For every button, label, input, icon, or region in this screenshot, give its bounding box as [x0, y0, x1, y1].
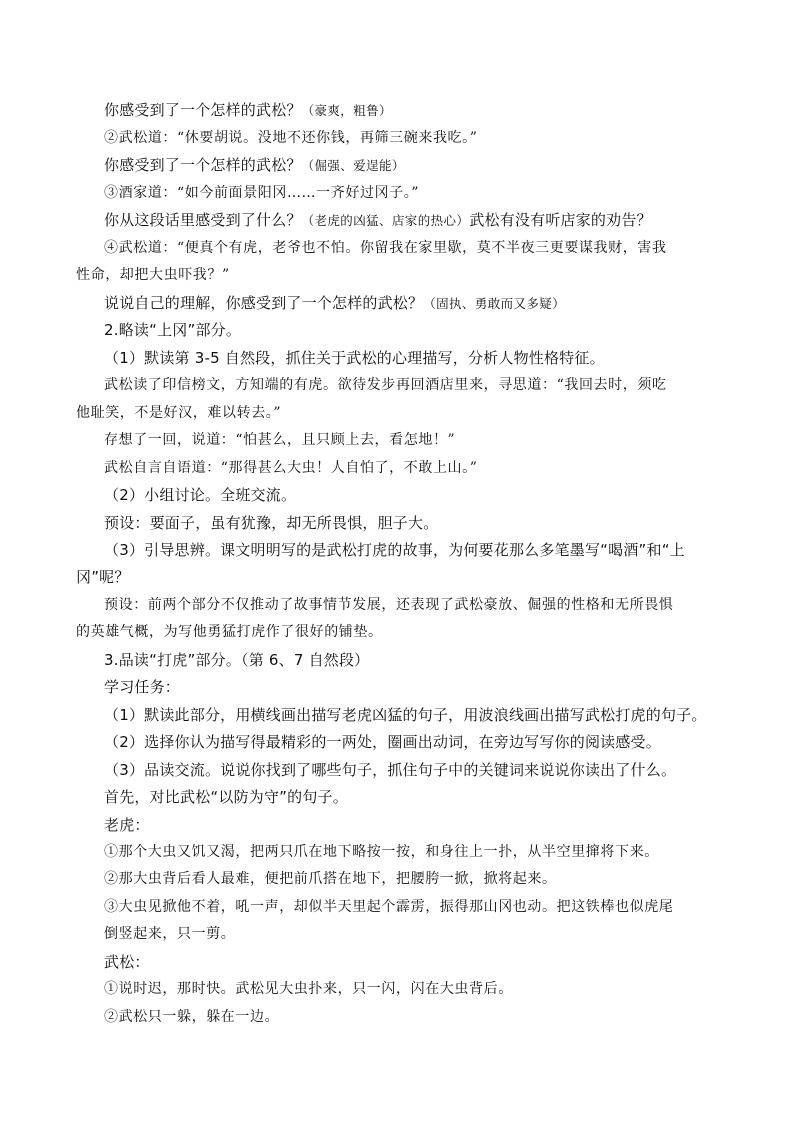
doc-line: [76, 622, 383, 642]
line-text: （2）选择你认为描写得最精彩的一两处，圈画出动词，在旁边写写你的阅读感受。: [104, 733, 661, 751]
doc-line: [104, 238, 667, 258]
line-text: 武松：: [104, 953, 150, 971]
line-text: 说说自己的理解，你感受到了一个怎样的武松？: [104, 294, 424, 312]
doc-line: [104, 540, 685, 560]
line-text: 3.品读“打虎”部分。（第 6、7 自然段）: [104, 651, 370, 669]
doc-line: [104, 1007, 279, 1027]
doc-line: [104, 100, 392, 121]
doc-line: [104, 128, 478, 148]
doc-line: [104, 732, 661, 752]
doc-line: [104, 210, 652, 231]
doc-line: [104, 293, 565, 314]
line-text: 武松自言自语道：“那得甚么大虫！人自怕了，不敢上山。”: [104, 460, 478, 476]
line-text: （1）默读此部分，用横线画出描写老虎凶猛的句子，用波浪线画出描写武松打虎的句子。: [104, 706, 707, 724]
line-text: 存想了一回，说道：“怕甚么，且只顾上去，看怎地！”: [104, 432, 456, 448]
line-note: （固执、勇敢而又多疑）: [423, 296, 566, 311]
doc-line: [104, 924, 235, 944]
line-text: ②武松道：“休要胡说。没地不还你钱，再筛三碗来我吃。”: [104, 130, 478, 146]
line-text: 首先，对比武松“以防为守”的句子。: [104, 788, 348, 806]
doc-line: [104, 815, 150, 835]
line-text: ①那个大虫又饥又渴，把两只爪在地下略按一按，和身往上一扑，从半空里撺将下来。: [104, 844, 659, 860]
doc-line: [76, 567, 130, 587]
line-text: 预设：前两个部分不仅推动了故事情节发展，还表现了武松豪放、倔强的性格和无所畏惧: [104, 597, 674, 613]
line-text: ②那大虫背后看人最难，便把前爪搭在地下，把腰胯一掀，掀将起来。: [104, 871, 557, 887]
line-text: ②武松只一躲，躲在一边。: [104, 1009, 280, 1025]
doc-line: [104, 787, 348, 807]
doc-line: [104, 760, 676, 780]
line-text: （1）默读第 3-5 自然段，抓住关于武松的心理描写，分析人物性格特征。: [104, 349, 605, 367]
line-text: ③大虫见掀他不着，吼一声，却似半天里起个霹雳，振得那山冈也动。把这铁棒也似虎尾: [104, 899, 674, 915]
line-text: 2.略读“上冈”部分。: [104, 321, 242, 339]
line-text: ③酒家道：“如今前面景阳冈……一齐好过冈子。”: [104, 185, 420, 201]
doc-line: [104, 650, 369, 670]
line-text: （3）引导思辨。课文明明写的是武松打虎的故事，为何要花那么多笔墨写“喝酒”和“上: [104, 541, 685, 559]
line-tail: 武松有没有听店家的劝告？: [469, 211, 652, 229]
doc-line: [104, 595, 673, 615]
doc-line: [104, 952, 150, 972]
doc-line: [104, 320, 241, 340]
line-text: ④武松道：“便真个有虎，老爷也不怕。你留我在家里歇，莫不半夜三更要谋我财，害我: [104, 240, 667, 256]
line-text: 他耻笑，不是好汉，难以转去。”: [76, 405, 282, 421]
line-text: （2）小组讨论。全班交流。: [104, 486, 297, 504]
line-text: 倒竖起来，只一剪。: [104, 926, 236, 942]
line-text: 你从这段话里感受到了什么？: [104, 211, 302, 229]
doc-line: [104, 869, 557, 889]
doc-line: [104, 979, 513, 999]
doc-line: [104, 705, 707, 725]
line-text: 老虎：: [104, 816, 150, 834]
doc-line: [76, 265, 230, 285]
doc-line: [104, 430, 455, 450]
line-note: （老虎的凶猛、店家的热心）: [301, 213, 470, 228]
doc-line: [104, 677, 180, 697]
doc-line: [104, 183, 419, 203]
line-text: （3）品读交流。说说你找到了哪些句子，抓住句子中的关键词来说说你读出了什么。: [104, 761, 677, 779]
line-note: （倔强、爱逞能）: [301, 158, 405, 173]
line-text: ①说时迟，那时快。武松见大虫扑来，只一闪，闪在大虫背后。: [104, 981, 513, 997]
doc-line: [76, 403, 281, 423]
doc-line: [104, 348, 605, 368]
line-text: 性命，却把大虫吓我？”: [76, 267, 230, 283]
line-text: 冈”呢？: [76, 568, 130, 586]
line-text: 的英雄气概，为写他勇猛打虎作了很好的铺垫。: [76, 624, 383, 640]
doc-line: [104, 458, 478, 478]
line-text: 你感受到了一个怎样的武松？: [104, 101, 302, 119]
doc-line: [104, 155, 405, 176]
line-note: （豪爽，粗鲁）: [301, 103, 392, 118]
doc-line: [104, 485, 296, 505]
line-text: 你感受到了一个怎样的武松？: [104, 156, 302, 174]
line-text: 学习任务：: [104, 678, 181, 696]
line-text: 武松读了印信榜文，方知端的有虎。欲待发步再回酒店里来，寻思道：“我回去时，须吃: [104, 377, 667, 393]
doc-line: [104, 375, 667, 395]
doc-line: [104, 842, 659, 862]
doc-line: [104, 513, 438, 533]
line-text: 预设：要面子，虽有犹豫，却无所畏惧，胆子大。: [104, 514, 439, 532]
doc-line: [104, 897, 673, 917]
